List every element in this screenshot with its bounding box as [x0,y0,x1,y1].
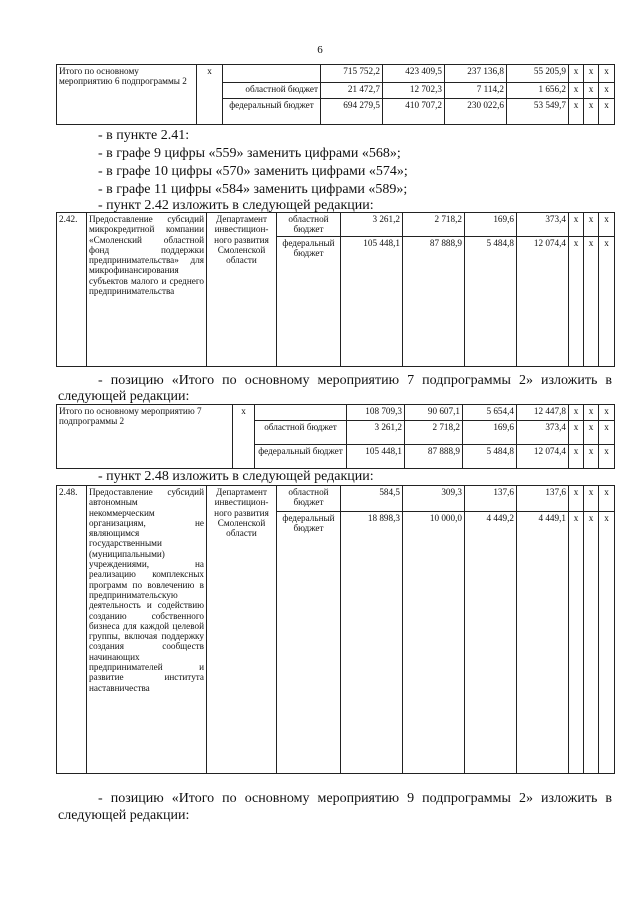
value-cell: 373,4 [517,421,569,445]
x-mark: x [599,83,615,99]
x-mark: x [599,421,615,445]
instruction-line: - пункт 2.42 изложить в следующей редакции: [98,198,374,213]
value-cell: 2 718,2 [405,421,463,445]
value-cell: 137,6 [517,486,569,512]
value-cell: 53 549,7 [507,99,569,125]
total-name: Итого по основному мероприятию 6 подпрограммы 2 [57,65,197,125]
value-cell: 694 279,5 [321,99,383,125]
instruction-line: следующей редакции: [58,808,190,823]
value-cell: 2 718,2 [403,213,465,237]
x-mark: x [584,405,599,421]
x-mark: x [569,99,584,125]
x-mark: x [584,512,599,774]
value-cell: 715 752,2 [321,65,383,83]
total-name: Итого по основному мероприятию 7 подпрограммы 2 [57,405,233,469]
source-cell: областной бюджет [277,213,341,237]
item-description: Предоставление субсидий автономным некоммерческим организациям, не являющимся государственными (муниципальными) учреждениями, на реализацию комплексных программ по вовлечению в предпринимательскую деятельность и содействию созданию собственного бизнеса для каждой целевой группы, включая поддержку создания сообществ начинающих предпринимателей и развитие института наставничества [87,486,207,774]
source-cell: областной бюджет [277,486,341,512]
x-mark: x [599,237,615,367]
x-mark: x [584,65,599,83]
instruction-line: следующей редакции: [58,389,190,404]
x-mark: x [599,213,615,237]
item-description: Предоставление субсидий микрокредитной компании «Смоленский областной фонд поддержки предпринимательства» для микрофинансирования субъектов малого и среднего предпринимательства [87,213,207,367]
item-executor: Департамент инвестицион-ного развития Смоленской области [207,213,277,367]
x-mark: x [569,237,584,367]
x-mark: x [584,486,599,512]
x-mark: x [569,405,584,421]
source-cell [223,65,321,83]
value-cell: 18 898,3 [341,512,403,774]
source-cell: областной бюджет [255,421,347,445]
value-cell: 3 261,2 [347,421,405,445]
value-cell: 169,6 [463,421,517,445]
source-cell: федеральный бюджет [277,237,341,367]
x-mark: x [599,512,615,774]
value-cell: 87 888,9 [403,237,465,367]
value-cell: 410 707,2 [383,99,445,125]
value-cell: 137,6 [465,486,517,512]
value-cell: 105 448,1 [341,237,403,367]
value-cell: 5 654,4 [463,405,517,421]
value-cell: 5 484,8 [465,237,517,367]
value-cell: 1 656,2 [507,83,569,99]
value-cell: 309,3 [403,486,465,512]
instruction-line: - позицию «Итого по основному мероприятию 9 подпрограммы 2» изложить в [98,791,612,806]
x-mark: x [584,99,599,125]
x-mark: x [569,512,584,774]
x-mark: x [599,99,615,125]
x-mark: x [599,405,615,421]
value-cell: 7 114,2 [445,83,507,99]
value-cell: 3 261,2 [341,213,403,237]
value-cell: 373,4 [517,213,569,237]
x-mark: x [569,445,584,469]
x-mark: x [599,486,615,512]
source-cell: федеральный бюджет [223,99,321,125]
value-cell: 4 449,2 [465,512,517,774]
value-cell: 169,6 [465,213,517,237]
item-executor: Департамент инвестицион-ного развития Смоленской области [207,486,277,774]
value-cell: 12 702,3 [383,83,445,99]
source-cell: федеральный бюджет [277,512,341,774]
value-cell: 55 205,9 [507,65,569,83]
x-mark: x [233,405,255,469]
x-mark: x [584,213,599,237]
value-cell: 4 449,1 [517,512,569,774]
instruction-line: - в графе 9 цифры «559» заменить цифрами «568»; [98,146,401,161]
x-mark: x [584,421,599,445]
table-total-measure-7 [56,404,615,469]
value-cell: 87 888,9 [405,445,463,469]
value-cell: 12 447,8 [517,405,569,421]
value-cell: 12 074,4 [517,445,569,469]
x-mark: x [197,65,223,125]
x-mark: x [599,65,615,83]
table-item-2-48 [56,485,615,774]
value-cell: 90 607,1 [405,405,463,421]
instruction-line: - пункт 2.48 изложить в следующей редакции: [98,469,374,484]
value-cell: 105 448,1 [347,445,405,469]
source-cell: областной бюджет [223,83,321,99]
value-cell: 230 022,6 [445,99,507,125]
source-cell: федеральный бюджет [255,445,347,469]
x-mark: x [569,65,584,83]
instruction-line: - в пункте 2.41: [98,128,190,143]
value-cell: 21 472,7 [321,83,383,99]
value-cell: 12 074,4 [517,237,569,367]
value-cell: 423 409,5 [383,65,445,83]
value-cell: 5 484,8 [463,445,517,469]
x-mark: x [584,83,599,99]
instruction-line: - в графе 11 цифры «584» заменить цифрами «589»; [98,182,408,197]
x-mark: x [599,445,615,469]
instruction-line: - позицию «Итого по основному мероприятию 7 подпрограммы 2» изложить в [98,373,612,388]
table-total-measure-6 [56,64,615,125]
x-mark: x [569,421,584,445]
source-cell [255,405,347,421]
x-mark: x [569,83,584,99]
page-number: 6 [317,44,323,56]
item-number: 2.48. [57,486,87,774]
x-mark: x [569,213,584,237]
value-cell: 584,5 [341,486,403,512]
x-mark: x [584,237,599,367]
value-cell: 10 000,0 [403,512,465,774]
x-mark: x [569,486,584,512]
item-number: 2.42. [57,213,87,367]
value-cell: 108 709,3 [347,405,405,421]
instruction-line: - в графе 10 цифры «570» заменить цифрами «574»; [98,164,408,179]
x-mark: x [584,445,599,469]
value-cell: 237 136,8 [445,65,507,83]
table-item-2-42 [56,212,615,367]
